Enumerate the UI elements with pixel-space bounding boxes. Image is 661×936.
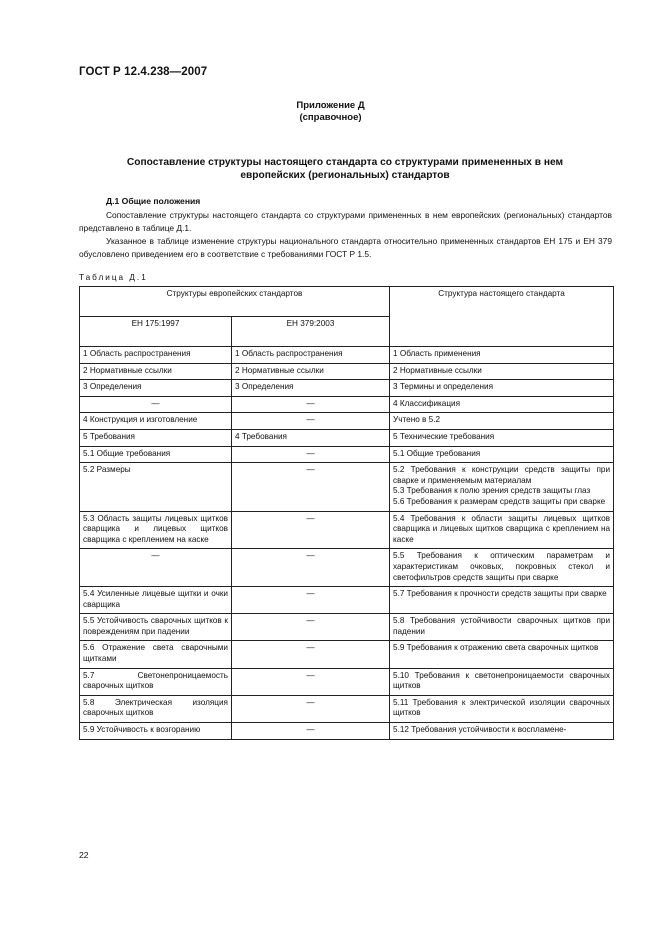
en379-cell: — — [232, 463, 390, 511]
en379-cell: 3 Определения — [232, 380, 390, 397]
national-cell: 5.12 Требования устойчивости к воспламене- — [390, 723, 614, 740]
header-group-european: Структуры европейских стандартов — [80, 287, 390, 317]
table-row — [80, 641, 614, 668]
paragraph-1 — [79, 209, 612, 234]
en175-cell: 5.2 Размеры — [80, 463, 232, 511]
national-cell: 4 Классификация — [390, 396, 614, 413]
appendix-title: Приложение Д — [296, 100, 365, 111]
en379-cell: — — [232, 587, 390, 614]
en175-cell: 4 Конструкция и изготовление — [80, 413, 232, 430]
table-row — [80, 380, 614, 397]
en175-cell: 3 Определения — [80, 380, 232, 397]
en175-cell: 1 Область распространения — [80, 347, 232, 364]
national-cell: 5.11 Требования к электрической изоляции сварочных щитков — [390, 695, 614, 722]
en175-cell: — — [80, 396, 232, 413]
en175-cell: — — [80, 549, 232, 587]
table-body — [80, 347, 614, 740]
header-en379: ЕН 379:2003 — [232, 317, 390, 347]
table-row — [80, 668, 614, 695]
en175-cell: 5.4 Усиленные лицевые щитки и очки сварщика — [80, 587, 232, 614]
national-cell: 1 Область применения — [390, 347, 614, 364]
table-row — [80, 363, 614, 380]
en379-cell: 4 Требования — [232, 429, 390, 446]
table-row — [80, 549, 614, 587]
national-cell: 2 Нормативные ссылки — [390, 363, 614, 380]
en379-cell: — — [232, 446, 390, 463]
en175-cell: 5.7 Светонепроницаемость сварочных щитков — [80, 668, 232, 695]
table-caption: Таблица Д.1 — [79, 273, 148, 282]
appendix-heading — [0, 100, 661, 124]
national-cell: 5.9 Требования к отражению света сварочных щитков — [390, 641, 614, 668]
en175-cell: 2 Нормативные ссылки — [80, 363, 232, 380]
table-row — [80, 695, 614, 722]
paragraph-2 — [79, 235, 612, 260]
national-cell: 5.4 Требования к области защиты лицевых щитков сварщика и лицевых щитков сварщика с креплением на каске — [390, 511, 614, 549]
section-heading: Д.1 Общие положения — [106, 196, 201, 206]
en379-cell: 2 Нормативные ссылки — [232, 363, 390, 380]
en379-cell: 1 Область распространения — [232, 347, 390, 364]
table-row — [80, 587, 614, 614]
national-cell: 5.5 Требования к оптическим параметрам и характеристикам очковых, покровных стекол и светофильтров средств защиты при сварке — [390, 549, 614, 587]
en379-cell: — — [232, 614, 390, 641]
en379-cell: — — [232, 413, 390, 430]
table-row — [80, 413, 614, 430]
table-row — [80, 347, 614, 364]
table-row — [80, 463, 614, 511]
en175-cell: 5.5 Устойчивость сварочных щитков к повреждениям при падении — [80, 614, 232, 641]
national-cell: Учтено в 5.2 — [390, 413, 614, 430]
paragraph-1-text: Сопоставление структуры настоящего стандарта со структурами примененных в нем европейских (региональных) стандартов представлено в таблице Д.1. — [79, 210, 612, 233]
en175-cell: 5.9 Устойчивость к возгоранию — [80, 723, 232, 740]
document-header: ГОСТ Р 12.4.238—2007 — [79, 66, 208, 78]
en175-cell: 5.8 Электрическая изоляция сварочных щитков — [80, 695, 232, 722]
en175-cell: 5.3 Область защиты лицевых щитков сварщика и лицевых щитков сварщика с креплением на каске — [80, 511, 232, 549]
national-cell: 5.10 Требования к светонепроницаемости сварочных щитков — [390, 668, 614, 695]
en175-cell: 5.1 Общие требования — [80, 446, 232, 463]
header-en175: ЕН 175:1997 — [80, 317, 232, 347]
title-line-2: европейских (региональных) стандартов — [240, 170, 450, 181]
en379-cell: — — [232, 641, 390, 668]
en379-cell: — — [232, 549, 390, 587]
en379-cell: — — [232, 668, 390, 695]
national-cell: 5.8 Требования устойчивости сварочных щитков при падении — [390, 614, 614, 641]
table-row — [80, 614, 614, 641]
table-row — [80, 429, 614, 446]
en379-cell: — — [232, 723, 390, 740]
national-cell: 5.2 Требования к конструкции средств защиты при сварке и применяемым материалам 5.3 Требования к полю зрения средств защиты глаз 5.6 Требования к размерам средств защиты при сварке — [390, 463, 614, 511]
appendix-subtitle: (справочное) — [299, 112, 362, 123]
comparison-table — [79, 286, 614, 740]
en175-cell: 5 Требования — [80, 429, 232, 446]
page-title — [90, 156, 600, 182]
national-cell: 5.7 Требования к прочности средств защиты при сварке — [390, 587, 614, 614]
paragraph-2-text: Указанное в таблице изменение структуры национального стандарта относительно примененных стандартов ЕН 175 и ЕН 379 обусловлено приведением его в соответствие с требованиями ГОСТ Р 1.5. — [79, 236, 612, 259]
table-row — [80, 396, 614, 413]
table-row — [80, 446, 614, 463]
title-line-1: Сопоставление структуры настоящего стандарта со структурами примененных в нем — [126, 157, 564, 168]
en379-cell: — — [232, 695, 390, 722]
table-row — [80, 723, 614, 740]
national-cell: 5 Технические требования — [390, 429, 614, 446]
table-row — [80, 511, 614, 549]
en175-cell: 5.6 Отражение света сварочными щитками — [80, 641, 232, 668]
page-number: 22 — [79, 850, 89, 860]
en379-cell: — — [232, 511, 390, 549]
national-cell: 5.1 Общие требования — [390, 446, 614, 463]
en379-cell: — — [232, 396, 390, 413]
national-cell: 3 Термины и определения — [390, 380, 614, 397]
header-national-structure: Структура настоящего стандарта — [390, 287, 614, 347]
